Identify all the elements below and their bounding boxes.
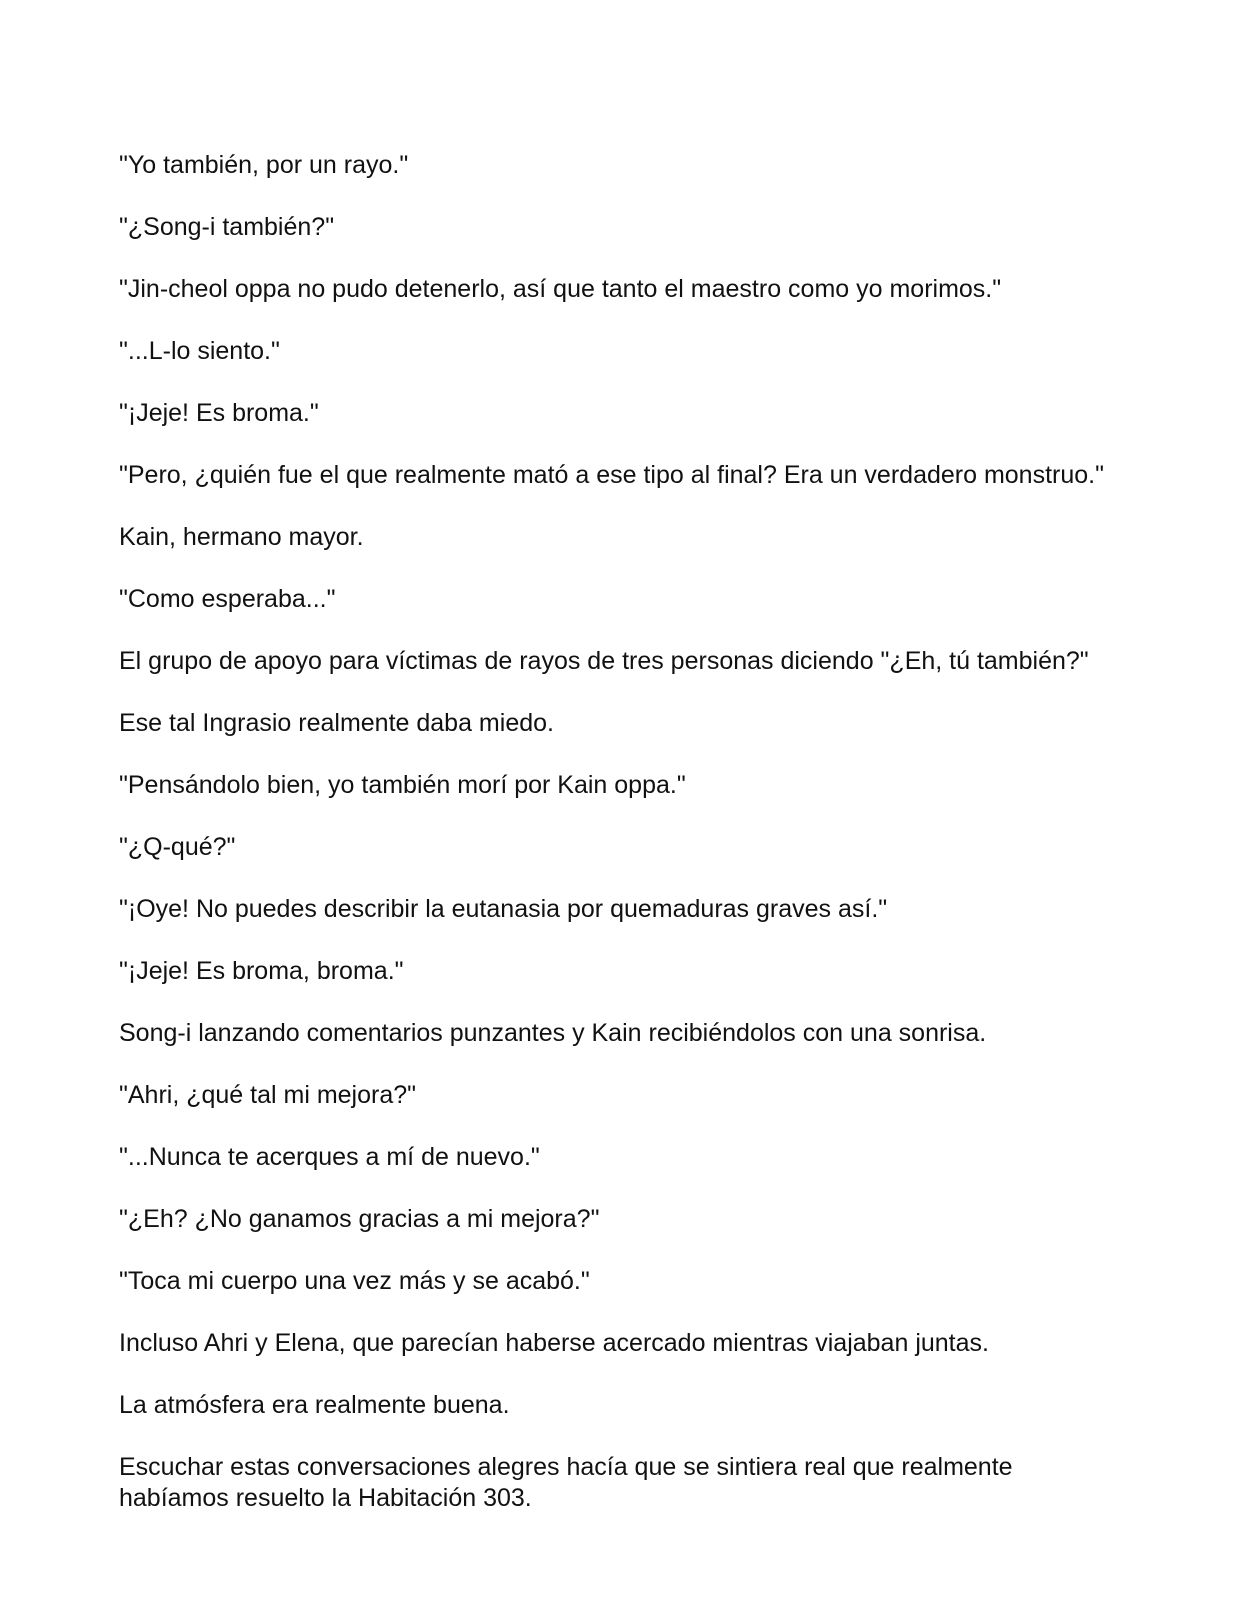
paragraph-5: "¡Jeje! Es broma." xyxy=(119,399,319,427)
paragraph-8: "Como esperaba..." xyxy=(119,585,336,613)
paragraph-10: Ese tal Ingrasio realmente daba miedo. xyxy=(119,709,554,737)
paragraph-11: "Pensándolo bien, yo también morí por Kain oppa." xyxy=(119,771,686,799)
paragraph-21: La atmósfera era realmente buena. xyxy=(119,1391,510,1419)
paragraph-3: "Jin-cheol oppa no pudo detenerlo, así que tanto el maestro como yo morimos." xyxy=(119,275,1002,303)
paragraph-15: Song-i lanzando comentarios punzantes y Kain recibiéndolos con una sonrisa. xyxy=(119,1019,987,1047)
paragraph-1: "Yo también, por un rayo." xyxy=(119,151,409,179)
paragraph-17: "...Nunca te acerques a mí de nuevo." xyxy=(119,1143,540,1171)
paragraph-6: "Pero, ¿quién fue el que realmente mató a ese tipo al final? Era un verdadero monstruo." xyxy=(119,461,1104,489)
paragraph-4: "...L-lo siento." xyxy=(119,337,280,365)
paragraph-22: Escuchar estas conversaciones alegres hacía que se sintiera real que realmente habíamos resuelto la Habitación 303. xyxy=(119,1453,1013,1512)
paragraph-14: "¡Jeje! Es broma, broma." xyxy=(119,957,404,985)
paragraph-20: Incluso Ahri y Elena, que parecían haberse acercado mientras viajaban juntas. xyxy=(119,1329,989,1357)
document-body xyxy=(119,150,1119,1545)
paragraph-13: "¡Oye! No puedes describir la eutanasia por quemaduras graves así." xyxy=(119,895,888,923)
paragraph-7: Kain, hermano mayor. xyxy=(119,523,364,551)
paragraph-2: "¿Song-i también?" xyxy=(119,213,335,241)
paragraph-19: "Toca mi cuerpo una vez más y se acabó." xyxy=(119,1267,590,1295)
paragraph-18: "¿Eh? ¿No ganamos gracias a mi mejora?" xyxy=(119,1205,600,1233)
paragraph-12: "¿Q-qué?" xyxy=(119,833,236,861)
paragraph-9: El grupo de apoyo para víctimas de rayos de tres personas diciendo "¿Eh, tú también?" xyxy=(119,647,1089,675)
paragraph-16: "Ahri, ¿qué tal mi mejora?" xyxy=(119,1081,417,1109)
